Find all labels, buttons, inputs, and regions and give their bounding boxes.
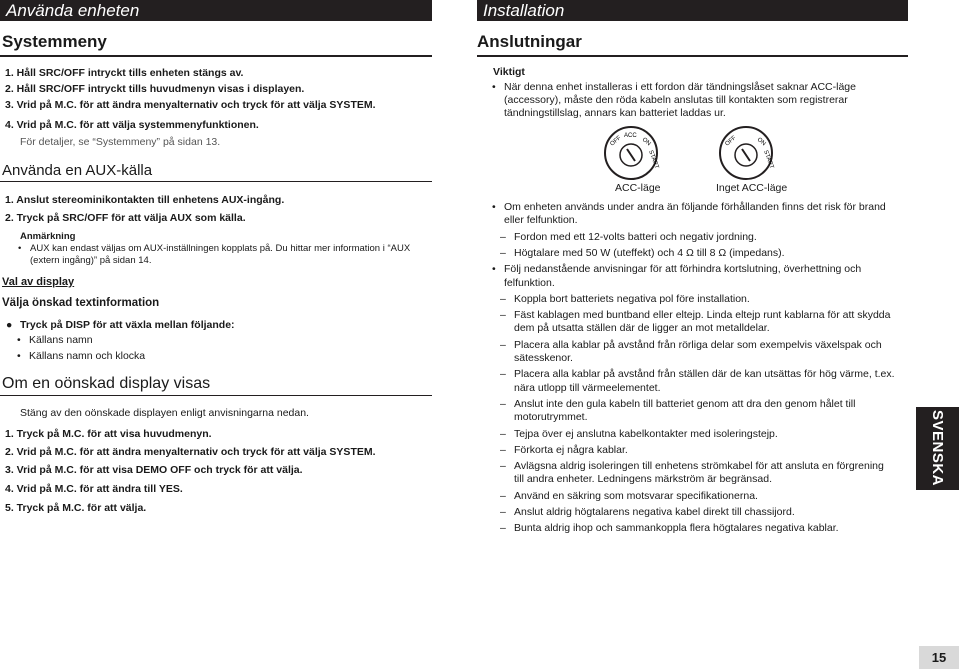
display-option-1: • Källans namn [29,333,93,347]
installation-item-9-line-2: motorutrymmet. [514,411,588,423]
language-tab [916,407,959,490]
ignition-no-acc-icon [720,127,774,179]
section-header-left [0,0,432,21]
important-line-1: • När denna enhet installeras i ett fordon där tändningslåset saknar ACC-läge [504,80,856,94]
installation-item-7-line-2: sätesskenor. [514,352,573,364]
section-header-right-title: Installation [483,1,565,20]
ring-label-off: OFF [724,135,738,148]
display-lead-text: Tryck på DISP för att växla mellan följande: [20,319,235,331]
ring-label-on: ON [640,136,652,148]
caption-no-acc: Inget ACC-läge [716,182,788,194]
page-number-text: 15 [931,650,947,665]
installation-item-9-line-1: – Anslut inte den gula kabeln till batteriet genom att dra den genom hålet till [514,397,855,411]
installation-item-7-line-1: – Placera alla kablar på avstånd från rörliga delar som exempelvis växelspak och [514,338,882,352]
installation-item-6-line-2: dem på utsatta ställen där de ligger an mot metalldelar. [514,322,770,334]
installation-item-6-line-1: – Fäst kablagen med buntband eller eltejp. Linda eltejp runt kablarna för att skydda [514,308,891,322]
ring-label-on: ON [755,136,767,148]
aux-step-2: 2. Tryck på SRC/OFF för att välja AUX som källa. [5,212,246,224]
divider [477,55,908,57]
aux-note-line-2: (extern ingång)” på sidan 14. [30,255,152,266]
anslutningar-title: Anslutningar [477,32,582,51]
aux-note-line-1: • AUX kan endast väljas om AUX-inställningen kopplats på. Du hittar mer information i “AUX [30,243,410,255]
systemmeny-step-2: 2. Håll SRC/OFF intryckt tills huvudmenyn visas i displayen. [5,83,305,95]
installation-item-12-line-1: – Avlägsna aldrig isoleringen till enhetens strömkabel för att ansluta en förgrening [514,459,884,473]
installation-item-11-line-1: – Förkorta ej några kablar. [514,443,628,457]
systemmeny-title: Systemmeny [2,32,107,51]
divider [0,55,432,57]
ring-label-acc: ACC [624,133,637,139]
display-option-2: • Källans namn och klocka [29,349,145,363]
installation-item-15-line-1: – Bunta aldrig ihop och sammankoppla flera högtalares negativa kablar. [514,521,839,535]
installation-item-10-line-1: – Tejpa över ej anslutna kabelkontakter med isoleringstejp. [514,427,778,441]
installation-item-1-line-2: eller felfunktion. [504,214,578,226]
divider [0,395,432,396]
display-subtitle: Välja önskad textinformation [2,297,160,309]
important-line-3: tändningstillslag, annars kan batteriet laddas ur. [504,107,726,119]
systemmeny-note: För detaljer, se “Systemmeny” på sidan 13. [20,136,221,148]
aux-note-title: Anmärkning [20,231,76,242]
ignition-diagram [600,124,790,184]
important-line-2: (accessory), måste den röda kabeln anslutas till kontakten som registrerar [504,94,848,106]
aux-step-1: 1. Anslut stereominikontakten till enhetens AUX-ingång. [5,194,285,206]
installation-item-12-line-2: till andra enheter. Ledningens märkström är begränsad. [514,473,772,485]
installation-item-3-line-1: – Högtalare med 50 W (uteffekt) och 4 Ω till 8 Ω (impedans). [514,246,785,260]
ignition-acc-icon [605,127,659,179]
installation-item-14-line-1: – Anslut aldrig högtalarens negativa kabel direkt till chassijord. [514,505,795,519]
unwanted-step-5: 5. Tryck på M.C. för att välja. [5,502,147,514]
section-header-right [477,0,908,21]
language-tab-label: SVENSKA [929,410,946,487]
installation-item-13-line-1: – Använd en säkring som motsvarar specifikationerna. [514,489,758,503]
installation-item-8-line-2: nära utlopp till värmeelementet. [514,382,661,394]
unwanted-title: Om en oönskad display visas [2,375,211,392]
section-header-left-title: Använda enheten [6,1,140,20]
aux-title: Använda en AUX-källa [2,162,153,179]
installation-item-8-line-1: – Placera alla kablar på avstånd från ställen där de kan utsättas för hög värme, t.ex. [514,367,895,381]
installation-item-4-line-1: • Följ nedanstående anvisningar för att förhindra kortslutning, överhettning och [504,262,861,276]
display-lead [6,318,235,332]
systemmeny-step-4: 4. Vrid på M.C. för att välja systemmenyfunktionen. [5,119,259,131]
installation-item-1-line-1: • Om enheten används under andra än följande förhållanden finns det risk för brand [504,200,886,214]
important-title: Viktigt [493,66,525,78]
step-bullet-icon: ● [6,319,13,331]
installation-item-2-line-1: – Fordon med ett 12-volts batteri och negativ jordning. [514,230,757,244]
unwanted-step-4: 4. Vrid på M.C. för att ändra till YES. [5,483,183,495]
unwanted-intro: Stäng av den oönskade displayen enligt anvisningarna nedan. [20,407,309,419]
caption-acc: ACC-läge [615,182,661,194]
ring-label-start: START [647,149,660,170]
display-title: Val av display [2,276,75,288]
installation-item-4-line-2: felfunktion. [504,277,555,289]
installation-item-5-line-1: – Koppla bort batteriets negativa pol före installation. [514,292,750,306]
unwanted-step-2: 2. Vrid på M.C. för att ändra menyalternativ och tryck för att välja SYSTEM. [5,446,376,458]
systemmeny-step-1: 1. Håll SRC/OFF intryckt tills enheten stängs av. [5,67,244,79]
unwanted-step-3: 3. Vrid på M.C. för att visa DEMO OFF och tryck för att välja. [5,464,303,476]
divider [0,181,432,182]
systemmeny-step-3: 3. Vrid på M.C. för att ändra menyalternativ och tryck för att välja SYSTEM. [5,99,376,111]
ring-label-off: OFF [609,135,623,148]
unwanted-step-1: 1. Tryck på M.C. för att visa huvudmenyn. [5,428,212,440]
ring-label-start: START [762,149,775,170]
page-number [919,646,959,669]
